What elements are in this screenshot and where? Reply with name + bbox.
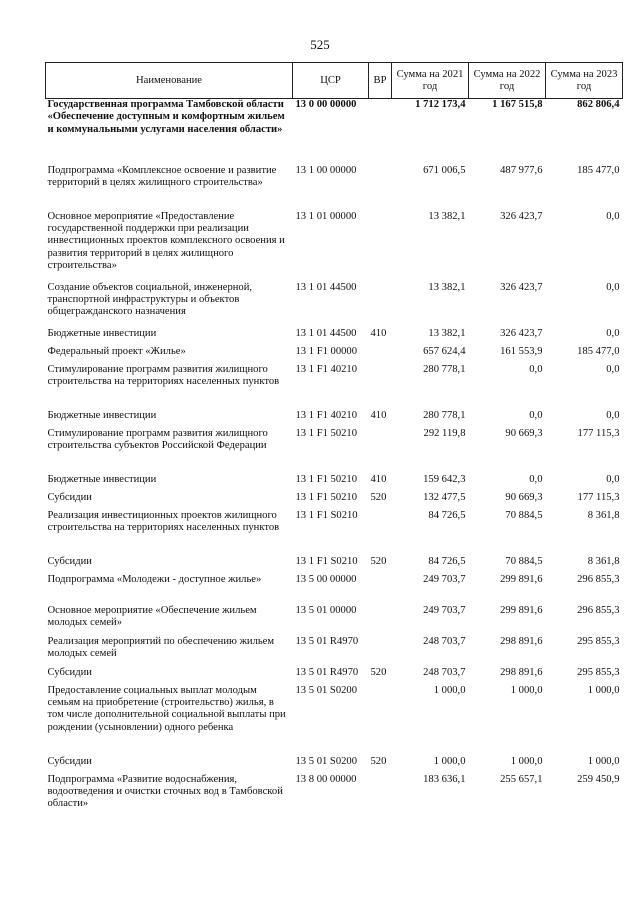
row-sum-2023: 296 855,3 <box>577 604 620 616</box>
row-sum-2022: 0,0 <box>529 409 543 421</box>
row-sum-2021: 159 642,3 <box>423 473 466 485</box>
row-csr: 13 5 01 R4970 <box>295 666 359 678</box>
row-csr: 13 1 01 00000 <box>295 210 357 222</box>
row-sum-2022: 298 891,6 <box>500 666 543 678</box>
row-sum-2022: 255 657,1 <box>500 773 543 785</box>
row-csr: 13 5 01 S0200 <box>295 684 358 696</box>
row-name: Государственная программа Тамбовской области «Обеспечение доступным и комфортным жильем и коммунальными услугами населения области» <box>47 99 285 135</box>
header-vr: ВР <box>369 63 392 99</box>
row-vr: 520 <box>370 666 387 678</box>
row-csr: 13 5 00 00000 <box>295 573 357 585</box>
row-name: Субсидии <box>47 555 92 567</box>
row-csr: 13 1 01 44500 <box>295 327 357 339</box>
table-row <box>46 636 623 667</box>
row-vr <box>369 636 392 667</box>
row-name: Стимулирование программ развития жилищного строительства субъектов Российской Федерации <box>47 427 268 451</box>
row-sum-2023: 0,0 <box>606 409 620 421</box>
row-vr <box>369 364 392 410</box>
table-row <box>46 99 623 165</box>
row-sum-2021: 1 712 173,4 <box>415 99 466 110</box>
row-sum-2021: 84 726,5 <box>428 555 466 567</box>
row-csr: 13 1 F1 S0210 <box>295 509 358 521</box>
row-sum-2023: 0,0 <box>606 473 620 485</box>
page-number: 525 <box>310 37 330 52</box>
row-csr: 13 5 01 R4970 <box>295 635 359 647</box>
table-row <box>46 774 623 820</box>
row-sum-2021: 292 119,8 <box>423 427 466 439</box>
row-sum-2023: 177 115,3 <box>577 427 620 439</box>
table-row <box>46 605 623 636</box>
row-sum-2023: 295 855,3 <box>577 666 620 678</box>
table-row <box>46 556 623 574</box>
row-sum-2022: 0,0 <box>529 473 543 485</box>
row-csr: 13 8 00 00000 <box>295 773 357 785</box>
table-row <box>46 685 623 756</box>
header-csr: ЦСР <box>293 63 369 99</box>
row-sum-2023: 177 115,3 <box>577 491 620 503</box>
row-sum-2021: 1 000,0 <box>433 684 466 696</box>
row-name: Подпрограмма «Комплексное освоение и развитие территорий в целях жилищного строительства» <box>47 164 277 188</box>
row-sum-2023: 8 361,8 <box>587 555 620 567</box>
row-vr: 520 <box>370 755 387 767</box>
row-name: Стимулирование программ развития жилищного строительства на территориях населенных пунктов <box>47 363 280 387</box>
row-csr: 13 0 00 00000 <box>295 99 357 110</box>
row-sum-2021: 132 477,5 <box>423 491 466 503</box>
row-vr <box>369 346 392 364</box>
row-name: Реализация мероприятий по обеспечению жильем молодых семей <box>47 635 275 659</box>
row-sum-2023: 0,0 <box>606 327 620 339</box>
row-vr <box>369 428 392 474</box>
row-sum-2021: 13 382,1 <box>428 210 466 222</box>
row-name: Бюджетные инвестиции <box>47 409 157 421</box>
header-name: Наименование <box>46 63 293 99</box>
row-vr <box>369 165 392 211</box>
table-row <box>46 492 623 510</box>
row-sum-2022: 326 423,7 <box>500 210 543 222</box>
row-name: Подпрограмма «Развитие водоснабжения, водоотведения и очистки сточных вод в Тамбовской области» <box>47 773 283 810</box>
row-name: Субсидии <box>47 755 92 767</box>
row-sum-2023: 259 450,9 <box>577 773 620 785</box>
row-sum-2023: 185 477,0 <box>577 345 620 357</box>
row-vr <box>369 605 392 636</box>
row-sum-2023: 862 806,4 <box>577 99 620 110</box>
table-row <box>46 282 623 328</box>
table-body <box>46 99 623 820</box>
row-vr: 520 <box>370 491 387 503</box>
row-sum-2022: 70 884,5 <box>505 555 543 567</box>
row-vr <box>369 99 392 165</box>
row-sum-2022: 1 000,0 <box>510 684 543 696</box>
row-sum-2021: 183 636,1 <box>423 773 466 785</box>
row-name: Субсидии <box>47 491 92 503</box>
row-csr: 13 1 F1 50210 <box>295 427 358 439</box>
row-csr: 13 1 F1 50210 <box>295 473 358 485</box>
row-vr: 410 <box>370 473 387 485</box>
row-name: Бюджетные инвестиции <box>47 327 157 339</box>
row-csr: 13 1 F1 00000 <box>295 345 358 357</box>
row-csr: 13 1 01 44500 <box>295 281 357 293</box>
row-vr <box>369 574 392 605</box>
table-row <box>46 474 623 492</box>
table-header <box>46 63 623 99</box>
header-sum-2022: Сумма на 2022 год <box>469 63 546 99</box>
row-sum-2022: 1 167 515,8 <box>492 99 543 110</box>
row-sum-2021: 280 778,1 <box>423 409 466 421</box>
table-row <box>46 667 623 685</box>
table-row <box>46 211 623 282</box>
row-vr: 410 <box>370 409 387 421</box>
row-sum-2022: 1 000,0 <box>510 755 543 767</box>
row-sum-2022: 326 423,7 <box>500 327 543 339</box>
row-csr: 13 1 F1 50210 <box>295 491 358 503</box>
row-sum-2023: 0,0 <box>606 210 620 222</box>
header-sum-2023: Сумма на 2023 год <box>546 63 623 99</box>
row-sum-2023: 296 855,3 <box>577 573 620 585</box>
header-sum-2021: Сумма на 2021 год <box>392 63 469 99</box>
row-sum-2021: 13 382,1 <box>428 327 466 339</box>
row-sum-2022: 299 891,6 <box>500 604 543 616</box>
table-row <box>46 410 623 428</box>
row-name: Субсидии <box>47 666 92 678</box>
row-vr <box>369 510 392 556</box>
row-sum-2023: 8 361,8 <box>587 509 620 521</box>
row-csr: 13 1 F1 40210 <box>295 409 358 421</box>
row-name: Бюджетные инвестиции <box>47 473 157 485</box>
row-sum-2021: 671 006,5 <box>423 164 466 176</box>
table-row <box>46 574 623 605</box>
budget-table <box>45 62 623 820</box>
row-sum-2023: 0,0 <box>606 363 620 375</box>
row-sum-2021: 84 726,5 <box>428 509 466 521</box>
row-name: Подпрограмма «Молодежи - доступное жилье» <box>47 573 262 585</box>
row-vr <box>369 282 392 328</box>
row-name: Федеральный проект «Жилье» <box>47 345 186 357</box>
row-sum-2023: 1 000,0 <box>587 755 620 767</box>
row-csr: 13 1 F1 S0210 <box>295 555 358 567</box>
row-sum-2022: 0,0 <box>529 363 543 375</box>
row-csr: 13 5 01 S0200 <box>295 755 358 767</box>
row-vr: 520 <box>370 555 387 567</box>
row-vr: 410 <box>370 327 387 339</box>
row-sum-2022: 298 891,6 <box>500 635 543 647</box>
row-sum-2023: 295 855,3 <box>577 635 620 647</box>
row-name: Реализация инвестиционных проектов жилищного строительства на территориях населенных пунктов <box>47 509 280 533</box>
row-sum-2022: 487 977,6 <box>500 164 543 176</box>
table-row <box>46 428 623 474</box>
row-sum-2021: 280 778,1 <box>423 363 466 375</box>
row-name: Основное мероприятие «Предоставление государственной поддержки при реализации инвестиционных проектов комплексного освоения и развития территорий в целях жилищного строительства» <box>47 210 285 272</box>
table-row <box>46 756 623 774</box>
row-csr: 13 1 00 00000 <box>295 164 357 176</box>
row-sum-2022: 90 669,3 <box>505 491 543 503</box>
row-sum-2022: 299 891,6 <box>500 573 543 585</box>
row-vr <box>369 211 392 282</box>
row-sum-2023: 0,0 <box>606 281 620 293</box>
row-csr: 13 5 01 00000 <box>295 604 357 616</box>
row-sum-2021: 13 382,1 <box>428 281 466 293</box>
table-row <box>46 165 623 211</box>
table-row <box>46 364 623 410</box>
row-sum-2023: 1 000,0 <box>587 684 620 696</box>
row-sum-2021: 1 000,0 <box>433 755 466 767</box>
row-sum-2021: 249 703,7 <box>423 573 466 585</box>
row-sum-2022: 70 884,5 <box>505 509 543 521</box>
row-sum-2022: 161 553,9 <box>500 345 543 357</box>
row-sum-2021: 657 624,4 <box>423 345 466 357</box>
row-sum-2021: 249 703,7 <box>423 604 466 616</box>
row-sum-2021: 248 703,7 <box>423 635 466 647</box>
table-row <box>46 346 623 364</box>
row-name: Основное мероприятие «Обеспечение жильем молодых семей» <box>47 604 257 628</box>
table-row <box>46 328 623 346</box>
row-vr <box>369 774 392 820</box>
row-sum-2023: 185 477,0 <box>577 164 620 176</box>
table-row <box>46 510 623 556</box>
row-name: Предоставление социальных выплат молодым семьям на приобретение (строительство) жилья, в том числе дополнительной социальной выплаты при рождении (усыновлении) одного ребенка <box>47 684 286 733</box>
row-vr <box>369 685 392 756</box>
row-sum-2022: 326 423,7 <box>500 281 543 293</box>
row-name: Создание объектов социальной, инженерной, транспортной инфраструктуры и объектов общегражданского назначения <box>47 281 253 318</box>
row-sum-2022: 90 669,3 <box>505 427 543 439</box>
row-csr: 13 1 F1 40210 <box>295 363 358 375</box>
row-sum-2021: 248 703,7 <box>423 666 466 678</box>
